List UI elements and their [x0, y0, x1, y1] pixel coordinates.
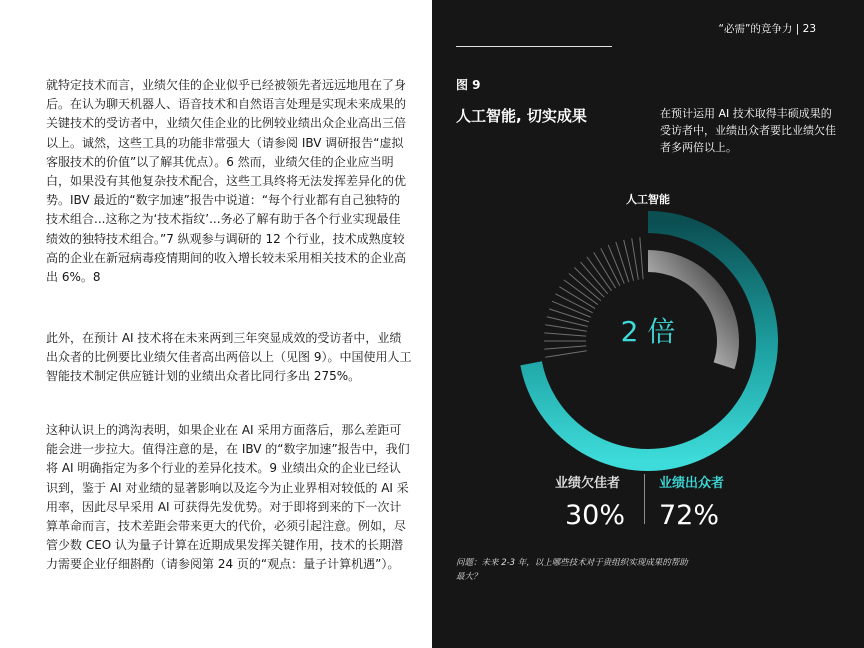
figure-panel	[432, 0, 864, 648]
tick-mark	[616, 242, 629, 282]
multiplier-text: 2 倍	[620, 315, 676, 348]
laggard-value: 30%	[565, 500, 626, 531]
figure-description: 在预计运用 AI 技术取得丰硕成果的受访者中，业绩出众者要比业绩欠佳者多两倍以上。	[660, 107, 836, 154]
body-paragraph-2: 此外，在预计 AI 技术将在未来两到三年突显成效的受访者中，业绩出众者的比例要比业绩欠佳者高出两倍以上（见图 9）。中国使用人工智能技术制定供应链计划的业绩出众者比同行多出 275%。	[46, 331, 412, 384]
figure-title: 人工智能, 切实成果	[456, 107, 587, 125]
body-paragraph-1: 就特定技术而言，业绩欠佳的企业似乎已经被领先者远远地甩在了身后。在认为聊天机器人、语音技术和自然语言处理是实现未来成果的关键技术的受访者中，业绩欠佳企业的比例较业绩出众企业高出三倍以上。诚然，这些工具的功能非常强大（请参阅 IBV 调研报告“虚拟客服技术的价值”以了解其优点）。6 然而，业绩欠佳的企业应当明白，如果没有其他复杂技术配合，这些工具终将无法发挥差异化的优势。IBV 最近的“数字加速”报告中说道：“每个行业都有自己独特的技术组合...这称之为‘技术指纹’...务必了解有助于各个行业实现最佳绩效的独特技术组合。”7 纵观参与调研的 12 个行业，技术成熟度较高的企业在新冠病毒疫情期间的收入增长较未采用相关技术的企业高出 6%。8	[46, 78, 407, 285]
chart-title: 人工智能	[626, 193, 670, 206]
leader-label: 业绩出众者	[659, 476, 725, 491]
tick-mark	[624, 240, 634, 281]
page-header: “必需”的竞争力 | 23	[718, 23, 816, 35]
body-paragraph-3: 这种认识上的鸿沟表明，如果企业在 AI 采用方面落后，那么差距可能会进一步拉大。值得注意的是，在 IBV 的“数字加速”报告中，我们将 AI 明确指定为多个行业的差异化技术。9 业绩出众的企业已经认识到，鉴于 AI 对业绩的显著影响以及迄今为止业界相对较低的 AI 采用率，因此尽早采用 AI 可获得先发优势。对于即将到来的下一次计算革命而言，技术差距会带来更大的代价，必须引起注意。例如，尽管少数 CEO 认为量子计算在近期成果发挥关键作用，技术的长期潜力需要企业仔细斟酌（请参阅第 24 页的“观点：量子计算机遇”）。	[46, 423, 410, 572]
tick-mark	[545, 351, 586, 358]
tick-mark	[632, 238, 639, 279]
leader-value: 72%	[659, 500, 720, 531]
figure-label: 图 9	[456, 78, 481, 92]
tick-mark	[640, 237, 643, 279]
laggard-label: 业绩欠佳者	[555, 476, 621, 491]
label-separator	[644, 474, 645, 524]
survey-question: 问题：未来 2-3 年，以上哪些技术对于贵组织实现成果的帮助最大？	[456, 558, 688, 582]
divider-rule	[456, 46, 612, 47]
